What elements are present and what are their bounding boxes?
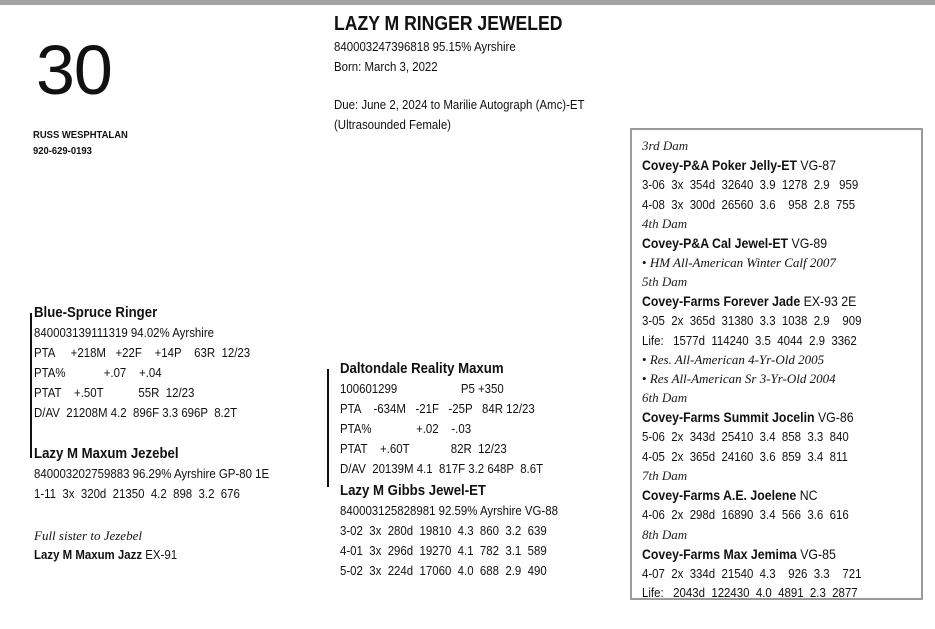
dam-generation-label: 8th Dam xyxy=(642,526,688,542)
ancestor-note-text: Res All-American Sr 3-Yr-Old 2004 xyxy=(649,371,836,386)
dams-sire-stat-line: PTA% +.02 -.03 xyxy=(340,421,472,436)
sire-stat-line: PTA% +.07 +.04 xyxy=(34,365,162,380)
dam-registration: 840003202759883 96.29% Ayrshire GP-80 1E xyxy=(34,466,270,481)
ancestor-record: 3-05 2x 365d 31380 3.3 1038 2.9 909 xyxy=(642,313,862,328)
dam-generation-label: 4th Dam xyxy=(642,216,688,231)
ancestor-name: Covey-P&A Poker Jelly-ET xyxy=(642,157,797,173)
ancestor-name-line xyxy=(642,485,888,505)
sire-registration: 840003139111319 94.02% Ayrshire xyxy=(34,325,215,340)
sister-name-line xyxy=(34,545,177,564)
ancestor-name: Covey-Farms Max Jemima xyxy=(642,545,797,562)
ancestor-note: • Res. All-American 4-Yr-Old 2005 xyxy=(642,352,825,367)
dam-entry xyxy=(642,272,921,388)
ancestor-note-text: Res. All-American 4-Yr-Old 2005 xyxy=(649,352,825,367)
dam-generation-label: 7th Dam xyxy=(642,468,688,483)
ancestor-classification: EX-93 2E xyxy=(803,293,857,309)
sister-block xyxy=(34,526,197,564)
sire-dam-bracket xyxy=(30,313,32,458)
ancestor-name-line xyxy=(642,291,888,311)
dams-sire-name: Daltondale Reality Maxum xyxy=(340,360,504,377)
animal-name: LAZY M RINGER JEWELED xyxy=(334,13,563,35)
ancestor-classification: VG-87 xyxy=(800,157,837,173)
ancestor-note: • Res All-American Sr 3-Yr-Old 2004 xyxy=(642,371,836,386)
ancestor-name-line xyxy=(642,407,888,427)
ancestor-classification: VG-85 xyxy=(800,545,836,562)
ancestor-record: 3-06 3x 354d 32640 3.9 1278 2.9 959 xyxy=(642,177,859,192)
maternal-ancestry-box xyxy=(630,128,923,600)
consignor-name: RUSS WESPHTALAN xyxy=(33,129,128,141)
dams-sire-block xyxy=(340,359,571,479)
second-dam-record: 3-02 3x 280d 19810 4.3 860 3.2 639 xyxy=(340,523,547,538)
dam-name: Lazy M Maxum Jezebel xyxy=(34,445,179,462)
lot-number: 30 xyxy=(36,31,112,109)
ancestor-lifetime-record: Life: 1577d 114240 3.5 4044 2.9 3362 xyxy=(642,332,857,348)
second-dam-record: 4-01 3x 296d 19270 4.1 782 3.1 589 xyxy=(340,543,547,558)
ancestor-classification: VG-86 xyxy=(817,409,854,425)
dam-block xyxy=(34,444,301,504)
ancestor-name: Covey-Farms Summit Jocelin xyxy=(642,409,815,425)
dam-generation-label: 3rd Dam xyxy=(642,138,689,153)
ancestor-record: 4-08 3x 300d 26560 3.6 958 2.8 755 xyxy=(642,196,856,212)
sire-stat-line: PTA +218M +22F +14P 63R 12/23 xyxy=(34,345,251,360)
dam-entry xyxy=(642,466,921,525)
ancestor-note: • HM All-American Winter Calf 2007 xyxy=(642,255,836,270)
ancestor-note-text: HM All-American Winter Calf 2007 xyxy=(649,255,836,270)
dams-sire-registration: 100601299 P5 +350 xyxy=(340,381,504,396)
ancestor-name-line xyxy=(642,233,888,253)
second-dam-name: Lazy M Gibbs Jewel-ET xyxy=(340,482,486,499)
second-dam-block xyxy=(340,481,588,581)
sire-stat-line: D/AV 21208M 4.2 896F 3.3 696P 8.2T xyxy=(34,405,238,420)
dam-entry xyxy=(642,214,921,272)
ancestor-classification: VG-89 xyxy=(791,235,828,251)
ancestor-record: 4-06 2x 298d 16890 3.4 566 3.6 616 xyxy=(642,507,849,522)
sister-classification: EX-91 xyxy=(145,547,178,562)
top-rule xyxy=(0,0,935,5)
dams-sire-stat-line: D/AV 20139M 4.1 817F 3.2 648P 8.6T xyxy=(340,461,544,476)
consignor-phone: 920-629-0193 xyxy=(33,145,92,157)
dam-entry xyxy=(642,525,921,603)
animal-registration: 840003247396818 95.15% Ayrshire xyxy=(334,39,516,54)
dams-sire-stat-line: PTAT +.60T 82R 12/23 xyxy=(340,441,507,456)
dam-entry xyxy=(642,136,921,214)
second-dam-record: 5-02 3x 224d 17060 4.0 688 2.9 490 xyxy=(340,563,547,578)
ancestor-name-line xyxy=(642,544,888,564)
animal-header xyxy=(334,12,619,135)
dam-generation-label: 5th Dam xyxy=(642,274,688,289)
dam-generation-label: 6th Dam xyxy=(642,390,688,405)
animal-due-note: (Ultrasounded Female) xyxy=(334,117,451,132)
consignor xyxy=(33,127,128,159)
ancestor-record: 4-07 2x 334d 21540 4.3 926 3.3 721 xyxy=(642,565,862,581)
dam-entry xyxy=(642,388,921,466)
animal-due-date: Due: June 2, 2024 to Marilie Autograph (Amc)-ET xyxy=(334,97,585,112)
dam-record: 1-11 3x 320d 21350 4.2 898 3.2 676 xyxy=(34,486,240,501)
sire-name: Blue-Spruce Ringer xyxy=(34,304,158,321)
ancestor-classification: NC xyxy=(799,487,818,503)
ancestor-lifetime-record: Life: 2043d 122430 4.0 4891 2.3 2877 xyxy=(642,585,858,600)
ancestor-record: 5-06 2x 343d 25410 3.4 858 3.3 840 xyxy=(642,429,849,444)
sister-name: Lazy M Maxum Jazz xyxy=(34,547,143,562)
ancestor-name: Covey-P&A Cal Jewel-ET xyxy=(642,235,789,251)
dams-sire-bracket xyxy=(327,369,329,487)
sire-stat-line: PTAT +.50T 55R 12/23 xyxy=(34,385,195,400)
ancestor-name: Covey-Farms A.E. Joelene xyxy=(642,487,797,503)
ancestor-name-line xyxy=(642,155,888,175)
ancestor-record: 4-05 2x 365d 24160 3.6 859 3.4 811 xyxy=(642,448,848,464)
second-dam-registration: 840003125828981 92.59% Ayrshire VG-88 xyxy=(340,503,558,518)
animal-birthdate: Born: March 3, 2022 xyxy=(334,59,438,74)
ancestor-name: Covey-Farms Forever Jade xyxy=(642,293,801,309)
dams-sire-stat-line: PTA -634M -21F -25P 84R 12/23 xyxy=(340,401,535,416)
sister-label: Full sister to Jezebel xyxy=(34,528,142,543)
sire-block xyxy=(34,303,280,423)
